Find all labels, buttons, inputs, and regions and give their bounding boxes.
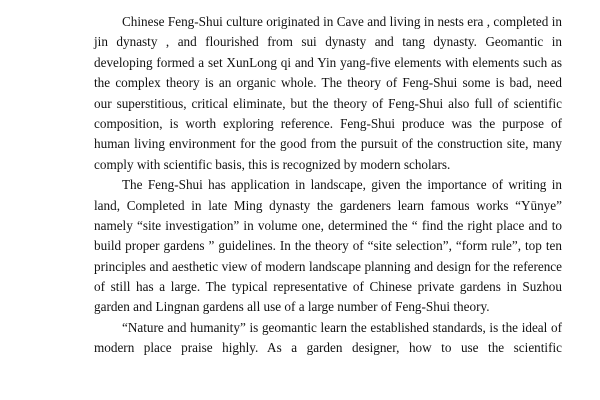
text-line: the complex theory is an organic whole. The theory of Feng-Shui some is bad, need [94,75,562,91]
text-line: comply with scientific basis, this is recognized by modern scholars. [94,156,451,172]
paragraph-2 [94,175,562,318]
text-line: build proper gardens ” guidelines. In the theory of “site selection”, “form rule”, top ten [94,238,562,254]
text-line: composition, is worth exploring reference. Feng-Shui produce was the purpose of [94,115,562,131]
text-line: Chinese Feng-Shui culture originated in Cave and living in nests era , completed in [122,14,562,29]
text-line: modern place praise highly. As a garden designer, how to use the scientific [94,340,562,356]
document-body [94,12,562,359]
text-line: namely “site investigation” in volume one, determined the “ find the right place and to [94,217,562,233]
text-line: our superstitious, critical eliminate, but the theory of Feng-Shui also full of scientific [94,95,562,111]
text-line: land, Completed in late Ming dynasty the gardeners learn famous works “Yūnye” [94,197,562,213]
text-line: human living environment for the good from the pursuit of the construction site, many [94,136,562,152]
text-line: jin dynasty , and flourished from sui dynasty and tang dynasty. Geomantic in [94,34,562,50]
text-line: The Feng-Shui has application in landscape, given the importance of writing in [122,177,562,193]
paragraph-1 [94,12,562,175]
text-line: of still has a large. The typical representative of Chinese private gardens in Suzhou [94,279,562,295]
text-line: principles and aesthetic view of modern landscape planning and design for the reference [94,258,562,274]
paragraph-3 [94,318,562,359]
text-line: “Nature and humanity” is geomantic learn the established standards, is the ideal of [122,319,562,335]
text-line: developing formed a set XunLong qi and Yin yang-five elements with elements such as [94,54,562,70]
text-line: garden and Lingnan gardens all use of a large number of Feng-Shui theory. [94,299,490,315]
